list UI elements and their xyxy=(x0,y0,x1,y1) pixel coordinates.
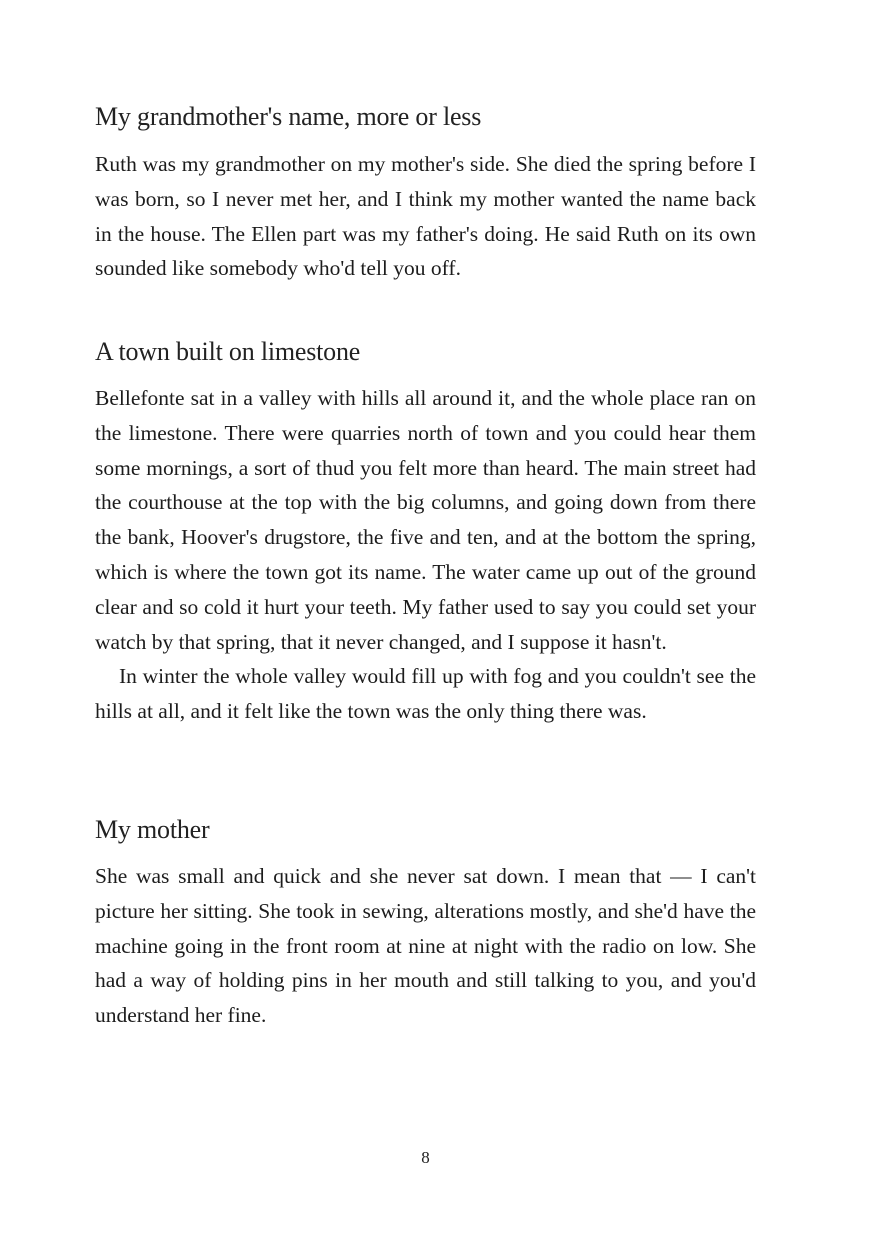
document-page xyxy=(95,0,756,1241)
section-my-mother xyxy=(95,813,756,1033)
body-paragraph: Bellefonte sat in a valley with hills all around it, and the whole place ran on the limestone. There were quarries north of town and you could hear them some mornings, a sort of thud you felt more than heard. The main street had the courthouse at the top with the big columns, and going down from there the bank, Hoover's drugstore, the five and ten, and at the bottom the spring, which is where the town got its name. The water came up out of the ground clear and so cold it hurt your teeth. My father used to say you could set your watch by that spring, that it never changed, and I suppose it hasn't. xyxy=(95,386,756,654)
section-heading: My mother xyxy=(95,815,210,844)
body-paragraph: Ruth was my grandmother on my mother's side. She died the spring before I was born, so I never met her, and I think my mother wanted the name back in the house. The Ellen part was my father's doing. He said Ruth on its own sounded like somebody who'd tell you off. xyxy=(95,152,756,281)
section-grandmothers-name xyxy=(95,100,756,286)
section-heading: A town built on limestone xyxy=(95,337,361,366)
section-town-limestone xyxy=(95,335,756,729)
section-heading: My grandmother's name, more or less xyxy=(95,102,482,131)
body-paragraph: In winter the whole valley would fill up with fog and you couldn't see the hills at all, and it felt like the town was the only thing there was. xyxy=(95,664,756,724)
body-paragraph: She was small and quick and she never sat down. I mean that — I can't picture her sitting. She took in sewing, alterations mostly, and she'd have the machine going in the front room at nine at night with the radio on low. She had a way of holding pins in her mouth and still talking to you, and you'd understand her fine. xyxy=(95,864,756,1028)
page-number: 8 xyxy=(421,1148,430,1167)
